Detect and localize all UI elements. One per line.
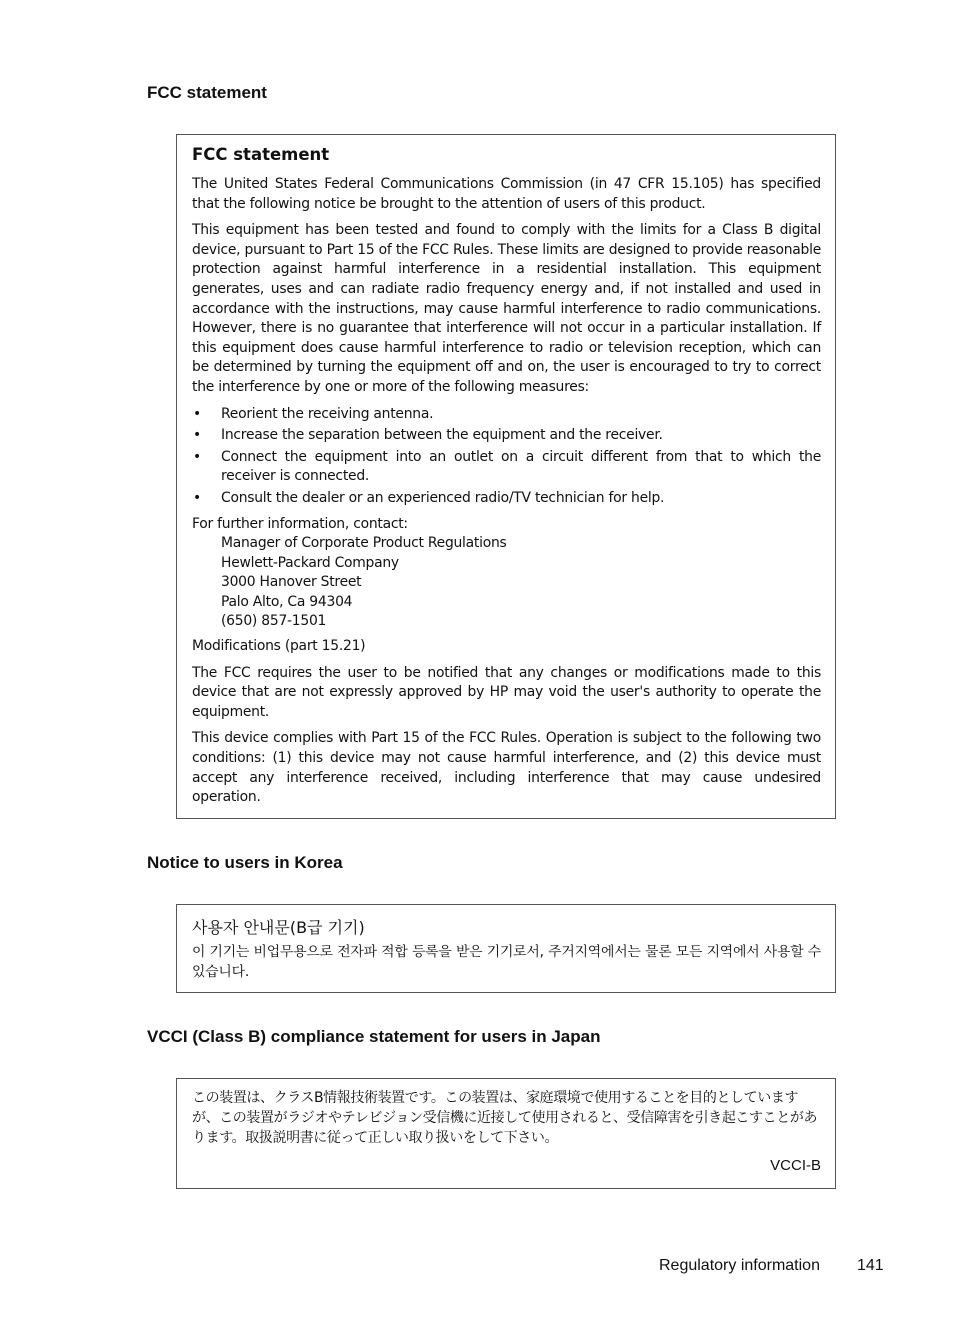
- fcc-paragraph-4: This device complies with Part 15 of the FCC Rules. Operation is subject to the following two conditions: (1) this device may not cause harmful interference, and (2) this device must accept any interference received, including interference that may cause undesired operation.: [192, 730, 821, 806]
- fcc-paragraph-1: The United States Federal Communications Commission (in 47 CFR 15.105) has specified that the following notice be brought to the attention of users of this product.: [192, 176, 821, 212]
- bullet-icon: •: [193, 427, 201, 444]
- korea-notice-box: [176, 904, 836, 993]
- bullet-icon: •: [193, 448, 201, 465]
- fcc-statement-box: [176, 134, 836, 819]
- contact-address: [192, 534, 821, 632]
- korea-box-text: 이 기기는 비업무용으로 전자파 적합 등록을 받은 기기로서, 주거지역에서는 물론 모든 지역에서 사용할 수 있습니다.: [192, 944, 821, 980]
- list-item: • Connect the equipment into an outlet on a circuit different from that to which the receiver is connected.: [193, 448, 821, 485]
- fcc-paragraph-3: The FCC requires the user to be notified that any changes or modifications made to this device that are not expressly approved by HP may void the user's authority to operate the equipment.: [192, 664, 821, 720]
- contact-line: 3000 Hanover Street: [221, 574, 362, 591]
- bullet-icon: •: [193, 405, 201, 422]
- contact-intro: For further information, contact:: [192, 515, 408, 532]
- japan-vcci-box: [176, 1078, 836, 1189]
- footer-section-name: Regulatory information: [659, 1257, 820, 1274]
- fcc-paragraph-2: This equipment has been tested and found to comply with the limits for a Class B digital device, pursuant to Part 15 of the FCC Rules. These limits are designed to provide reasonable protection against harmful interference in a residential installation. This equipment generates, uses and can radiate radio frequency energy and, if not installed and used in accordance with the instructions, may cause harmful interference to radio communications. However, there is no guarantee that interference will not occur in a particular installation. If this equipment does cause harmful interference to radio or television reception, which can be determined by turning the equipment off and on, the user is encouraged to try to correct the interference by one or more of the following measures:: [192, 222, 821, 395]
- korea-section-heading: Notice to users in Korea: [147, 853, 343, 872]
- page-number: 141: [857, 1257, 884, 1274]
- list-item: • Reorient the receiving antenna.: [192, 405, 821, 425]
- japan-box-text: この装置は、クラスB情報技術装置です。この装置は、家庭環境で使用することを目的としていますが、この装置がラジオやテレビジョン受信機に近接して使用されると、受信障害を引き起こすことがあります。取扱説明書に従って正しい取り扱いをして下さい。: [192, 1090, 818, 1146]
- contact-line: Palo Alto, Ca 94304: [221, 593, 353, 610]
- japan-section-heading: VCCI (Class B) compliance statement for users in Japan: [147, 1027, 601, 1046]
- fcc-measures-list: [192, 405, 821, 509]
- list-item: • Increase the separation between the equipment and the receiver.: [192, 426, 821, 446]
- modifications-label: Modifications (part 15.21): [192, 638, 366, 655]
- korea-box-title: 사용자 안내문(B급 기기): [192, 918, 365, 937]
- contact-line: (650) 857-1501: [221, 613, 327, 630]
- fcc-box-title: FCC statement: [192, 145, 330, 164]
- vcci-tag: VCCI-B: [770, 1157, 821, 1174]
- bullet-icon: •: [193, 489, 201, 506]
- fcc-section-heading: FCC statement: [147, 83, 267, 102]
- contact-line: Hewlett-Packard Company: [221, 554, 399, 571]
- list-item: • Consult the dealer or an experienced radio/TV technician for help.: [192, 489, 821, 509]
- contact-line: Manager of Corporate Product Regulations: [221, 535, 507, 552]
